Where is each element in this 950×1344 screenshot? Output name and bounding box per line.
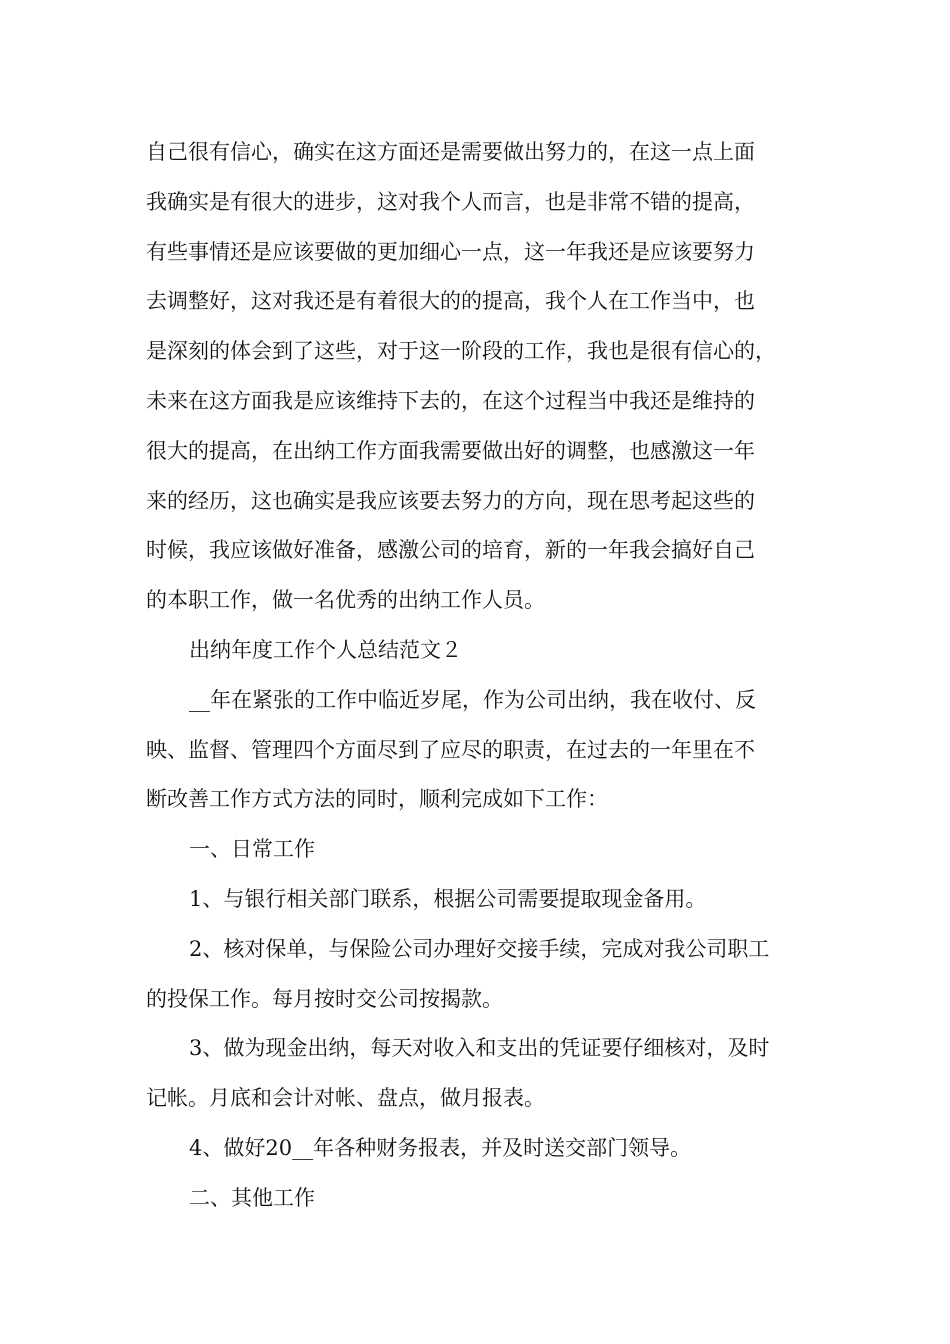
- text-line: 映、监督、管理四个方面尽到了应尽的职责，在过去的一年里在不: [146, 737, 755, 762]
- list-item: 4、做好20__年各种财务报表，并及时送交部门领导。: [189, 1135, 692, 1160]
- text-line: 是深刻的体会到了这些，对于这一阶段的工作，我也是很有信心的，: [146, 339, 776, 364]
- subsection-heading: 二、其他工作: [189, 1185, 315, 1210]
- document-body: [146, 128, 811, 1224]
- text-line: 有些事情还是应该要做的更加细心一点，这一年我还是应该要努力: [146, 239, 755, 264]
- text-line: 时候，我应该做好准备，感激公司的培育，新的一年我会搞好自己: [146, 538, 755, 563]
- text-line: 断改善工作方式方法的同时，顺利完成如下工作：: [146, 787, 608, 812]
- list-item: 1、与银行相关部门联系，根据公司需要提取现金备用。: [189, 886, 707, 911]
- list-item: 3、做为现金出纳，每天对收入和支出的凭证要仔细核对，及时: [189, 1036, 770, 1061]
- subsection-heading: 一、日常工作: [189, 837, 315, 862]
- text-line: 的本职工作，做一名优秀的出纳工作人员。: [146, 588, 545, 613]
- paragraph-start: __年在紧张的工作中临近岁尾，作为公司出纳，我在收付、反: [189, 687, 756, 712]
- text-line: 记帐。月底和会计对帐、盘点，做月报表。: [146, 1086, 545, 1111]
- text-line: 很大的提高，在出纳工作方面我需要做出好的调整，也感激这一年: [146, 438, 755, 463]
- text-line: 我确实是有很大的进步，这对我个人而言，也是非常不错的提高，: [146, 189, 755, 214]
- text-line: 未来在这方面我是应该维持下去的，在这个过程当中我还是维持的: [146, 388, 755, 413]
- text-line: 的投保工作。每月按时交公司按揭款。: [146, 986, 503, 1011]
- list-item: 2、核对保单，与保险公司办理好交接手续，完成对我公司职工: [189, 936, 770, 961]
- text-line: 来的经历，这也确实是我应该要去努力的方向，现在思考起这些的: [146, 488, 755, 513]
- text-line: 自己很有信心，确实在这方面还是需要做出努力的，在这一点上面: [146, 140, 755, 164]
- section-heading: 出纳年度工作个人总结范文２: [189, 637, 462, 662]
- text-line: 去调整好，这对我还是有着很大的的提高，我个人在工作当中，也: [146, 289, 755, 314]
